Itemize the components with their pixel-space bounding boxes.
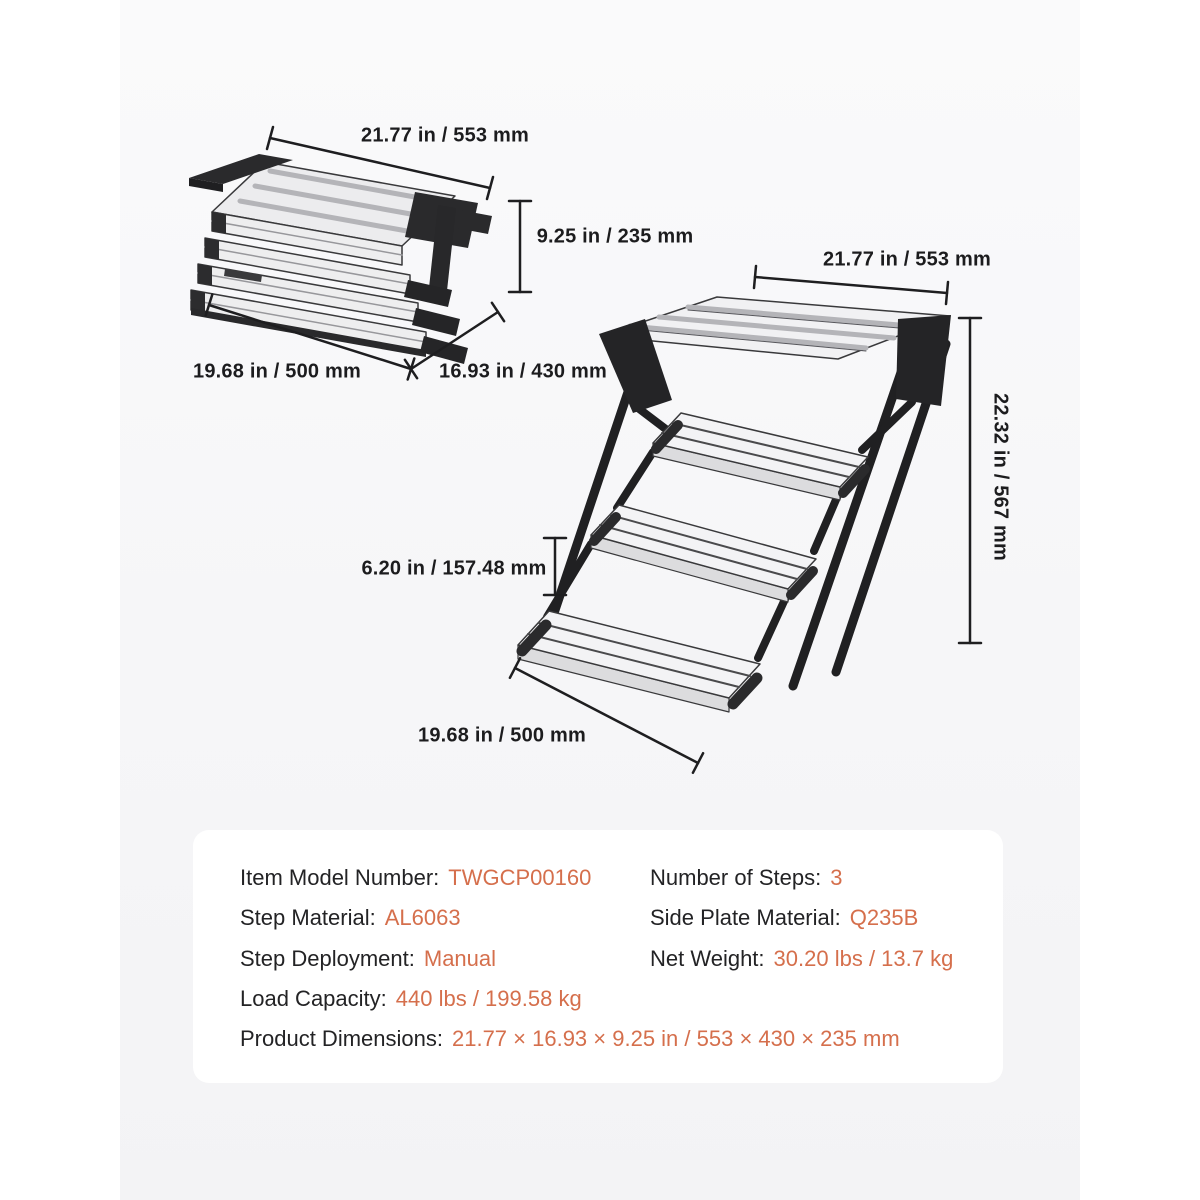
spec-label: Side Plate Material: [650,905,841,930]
spec-value: 30.20 lbs / 13.7 kg [773,946,954,971]
spec-value: Q235B [849,905,919,930]
spec-row-step-material [240,906,461,929]
spec-label: Item Model Number: [240,865,440,890]
spec-value: 440 lbs / 199.58 kg [395,986,582,1011]
expanded-height-label: 22.32 in / 567 mm [989,393,1012,561]
folded-depth-label: 19.68 in / 500 mm [193,360,361,383]
spec-value: AL6063 [384,905,461,930]
spec-label: Step Deployment: [240,946,415,971]
spec-label: Load Capacity: [240,986,387,1011]
spec-row-number-of-steps [650,866,842,889]
spec-label: Product Dimensions: [240,1026,443,1051]
spec-label: Step Material: [240,905,376,930]
folded-steps-illustration [189,154,492,364]
spec-row-product-dimensions [240,1027,900,1050]
spec-row-model [240,866,591,889]
folded-height-label: 9.25 in / 235 mm [536,225,694,248]
expanded-steps-illustration [518,297,951,712]
spec-value: 21.77 × 16.93 × 9.25 in / 553 × 430 × 235 mm [451,1026,900,1051]
expanded-width-label: 21.77 in / 553 mm [823,248,991,271]
folded-extended-width-label: 16.93 in / 430 mm [439,360,607,383]
spec-value: 3 [830,865,843,890]
folded-width-label: 21.77 in / 553 mm [361,124,529,147]
spec-panel [193,830,1003,1083]
expanded-depth-label: 19.68 in / 500 mm [418,724,586,747]
spec-value: Manual [423,946,497,971]
spec-row-load-capacity [240,987,582,1010]
expanded-step-height-label: 6.20 in / 157.48 mm [361,557,547,580]
spec-value: TWGCP00160 [448,865,592,890]
spec-label: Number of Steps: [650,865,822,890]
spec-row-net-weight [650,947,953,970]
spec-row-deployment [240,947,496,970]
spec-row-side-plate-material [650,906,918,929]
spec-label: Net Weight: [650,946,765,971]
